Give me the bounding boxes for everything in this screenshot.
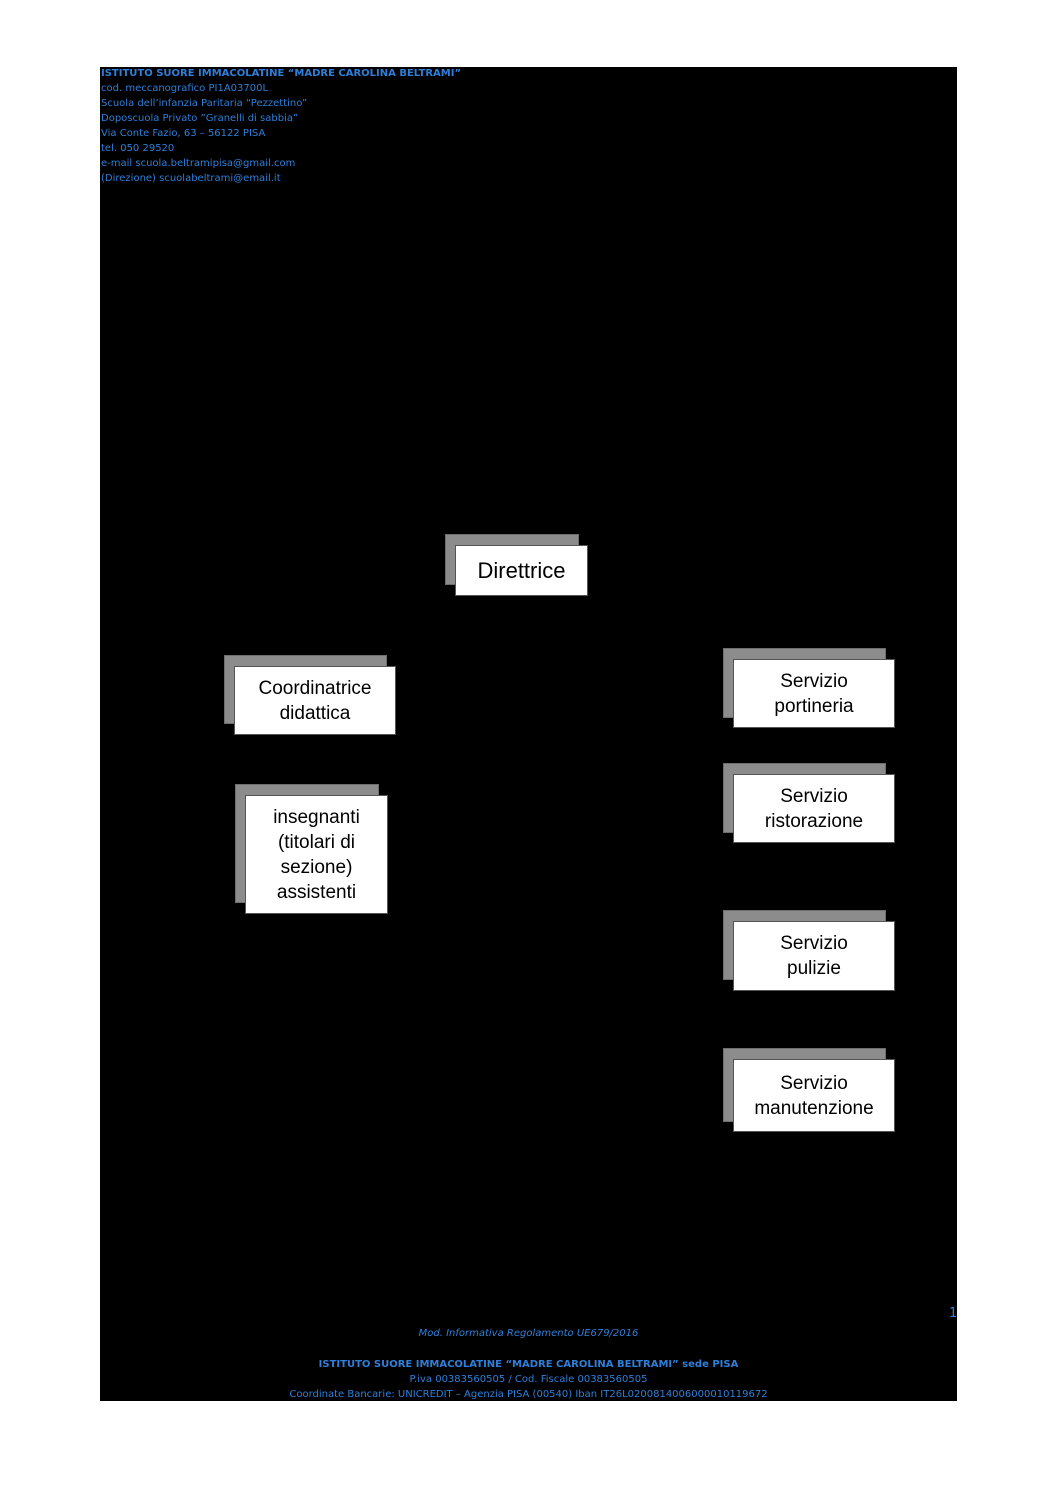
school-code: cod. meccanografico PI1A03700L xyxy=(101,83,269,94)
teachers-label: insegnanti (titolari di sezione) assistenti xyxy=(273,806,360,903)
footer-tax: P.iva 00383560505 / Cod. Fiscale 00383560505 xyxy=(409,1374,648,1385)
footer xyxy=(100,1326,957,1402)
institute-name: ISTITUTO SUORE IMMACOLATINE “MADRE CAROLINA BELTRAMI” xyxy=(101,68,462,79)
afterschool-name: Doposcuola Privato ”Granelli di sabbia” xyxy=(101,113,299,124)
service-label: Servizio portineria xyxy=(774,670,854,717)
service-label: Servizio pulizie xyxy=(780,933,848,979)
email: e-mail scuola.beltramipisa@gmail.com xyxy=(101,158,296,169)
coordinator-label: Coordinatrice didattica xyxy=(258,677,372,724)
director-label: Direttrice xyxy=(477,558,566,583)
page-number: 1 xyxy=(949,1306,958,1321)
footer-bank: Coordinate Bancarie: UNICREDIT – Agenzia PISA (00540) Iban IT26L0200814006000010119672 xyxy=(289,1389,768,1400)
direction-email: (Direzione) scuolabeltrami@email.it xyxy=(101,173,281,184)
service-label: Servizio ristorazione xyxy=(764,785,864,832)
footer-institute: ISTITUTO SUORE IMMACOLATINE “MADRE CAROLINA BELTRAMI” sede PISA xyxy=(318,1359,739,1370)
address: Via Conte Fazio, 63 – 56122 PISA xyxy=(101,128,266,139)
phone: tel. 050 29520 xyxy=(101,143,175,154)
service-label: Servizio manutenzione xyxy=(754,1072,874,1119)
document-page xyxy=(100,67,957,1401)
footer-model: Mod. Informativa Regolamento UE679/2016 xyxy=(418,1328,639,1339)
school-name: Scuola dell’infanzia Paritaria “Pezzettino” xyxy=(101,98,308,109)
letterhead xyxy=(101,66,461,186)
